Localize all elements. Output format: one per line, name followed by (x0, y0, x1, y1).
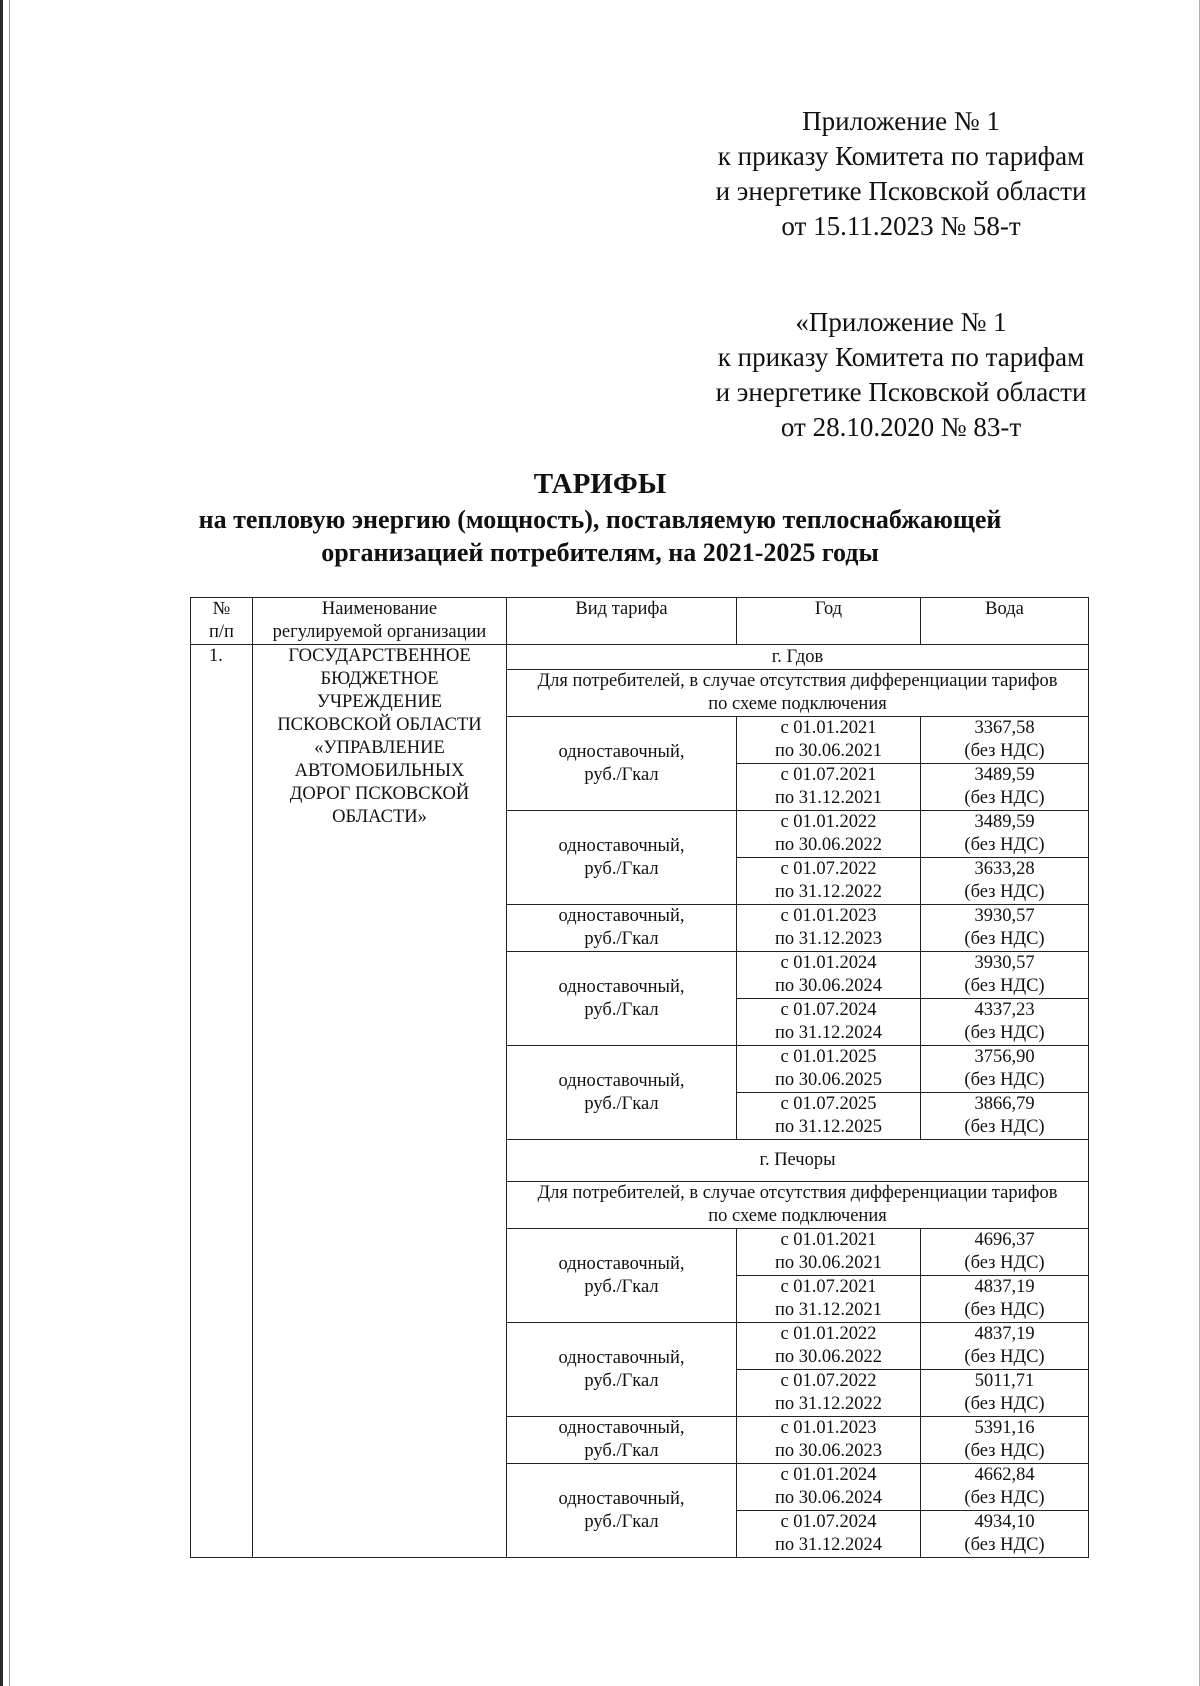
period-line: по 30.06.2023 (774, 1441, 883, 1461)
tariff-period (737, 999, 921, 1046)
tariff-value (921, 1046, 1089, 1093)
city-row (191, 645, 1089, 670)
value-line: 4837,19 (974, 1324, 1035, 1344)
tariff-value (921, 858, 1089, 905)
cell-line: руб./Гкал (584, 764, 659, 785)
period-line: по 31.12.2022 (774, 1394, 883, 1414)
cell-line: руб./Гкал (584, 1511, 659, 1532)
period-line: с 01.01.2023 (780, 906, 877, 926)
tariff-period (737, 1370, 921, 1417)
period-line: с 01.07.2024 (780, 1512, 877, 1532)
value-line: 4337,23 (974, 1000, 1035, 1020)
header-text: п/п (209, 622, 234, 642)
header-num (191, 598, 253, 645)
organization-line: ДОРОГ ПСКОВСКОЙ (289, 784, 470, 804)
period-line: с 01.07.2021 (780, 1277, 877, 1297)
period-line: с 01.01.2024 (780, 953, 877, 973)
cell-line: одноставочный, (558, 1418, 685, 1438)
tariff-type (507, 1046, 737, 1140)
period-line: с 01.07.2022 (780, 859, 877, 879)
tariff-value (921, 1229, 1089, 1276)
row-number (191, 645, 253, 1558)
tariff-value (921, 1417, 1089, 1464)
tariff-type (507, 905, 737, 952)
value-line: (без НДС) (964, 1070, 1045, 1090)
period-line: с 01.01.2021 (780, 1230, 877, 1250)
header-text: Наименование (321, 599, 438, 619)
value-line: 3367,58 (974, 718, 1035, 738)
value-line: (без НДС) (964, 976, 1045, 996)
value-line: (без НДС) (964, 1023, 1045, 1043)
organization-line: ГОСУДАРСТВЕННОЕ (288, 646, 471, 666)
value-line: 5011,71 (974, 1371, 1035, 1391)
tariff-value (921, 1464, 1089, 1511)
tariff-value (921, 1323, 1089, 1370)
subtitle-line: на тепловую энергию (мощность), поставляемую теплоснабжающей (198, 505, 1002, 534)
cell-line: одноставочный, (558, 1253, 685, 1274)
header-water (921, 598, 1089, 645)
tariff-value (921, 952, 1089, 999)
appendix-line: от 28.10.2020 № 83-т (780, 412, 1022, 442)
appendix-line: Приложение № 1 (802, 106, 1000, 136)
tariff-period (737, 811, 921, 858)
organization-line: ОБЛАСТИ» (332, 807, 427, 827)
cell-line: одноставочный, (558, 1347, 685, 1368)
cell-line: одноставочный, (558, 976, 685, 997)
cell-line: одноставочный, (558, 906, 685, 926)
value-line: (без НДС) (964, 741, 1045, 761)
period-line: по 30.06.2021 (774, 1253, 883, 1273)
appendix-line: «Приложение № 1 (795, 307, 1007, 337)
value-line: 3489,59 (974, 812, 1035, 832)
value-line: 3930,57 (974, 953, 1035, 973)
period-line: по 31.12.2024 (774, 1023, 883, 1043)
cell-line: 1. (209, 646, 223, 666)
header-text: регулируемой организации (272, 622, 487, 642)
period-line: с 01.01.2022 (780, 812, 877, 832)
tariff-period (737, 1464, 921, 1511)
organization-line: «УПРАВЛЕНИЕ (314, 738, 445, 758)
header-text: Вид тарифа (575, 599, 668, 619)
cell-line: руб./Гкал (584, 999, 659, 1020)
appendix-original-header (686, 305, 1116, 445)
cell-line: руб./Гкал (584, 858, 659, 879)
period-line: с 01.01.2022 (780, 1324, 877, 1344)
appendix-line: и энергетике Псковской области (715, 176, 1087, 206)
consumer-category (507, 670, 1089, 717)
tariff-type (507, 1323, 737, 1417)
value-line: (без НДС) (964, 835, 1045, 855)
value-line: (без НДС) (964, 1488, 1045, 1508)
tariff-value (921, 764, 1089, 811)
cell-line: Для потребителей, в случае отсутствия дифференциации тарифов (537, 671, 1058, 691)
value-line: (без НДС) (964, 1347, 1045, 1367)
tariff-value (921, 905, 1089, 952)
period-line: с 01.07.2021 (780, 765, 877, 785)
period-line: с 01.01.2023 (780, 1418, 877, 1438)
period-line: с 01.07.2024 (780, 1000, 877, 1020)
value-line: 3633,28 (974, 859, 1035, 879)
value-line: (без НДС) (964, 1253, 1045, 1273)
city-name (507, 645, 1089, 670)
cell-line: Для потребителей, в случае отсутствия дифференциации тарифов (537, 1183, 1058, 1203)
document-title: ТАРИФЫ (533, 468, 667, 500)
organization-line: УЧРЕЖДЕНИЕ (316, 692, 443, 712)
cell-line: г. Печоры (759, 1150, 836, 1170)
period-line: по 30.06.2024 (774, 976, 883, 996)
cell-line: руб./Гкал (584, 1370, 659, 1391)
period-line: с 01.01.2024 (780, 1465, 877, 1485)
tariff-period (737, 1229, 921, 1276)
value-line: 3489,59 (974, 765, 1035, 785)
value-line: (без НДС) (964, 882, 1045, 902)
header-text: Вода (985, 599, 1024, 619)
value-line: 5391,16 (974, 1418, 1035, 1438)
header-tariff-type (507, 598, 737, 645)
tariff-table (190, 597, 1089, 1558)
header-year (737, 598, 921, 645)
scan-edge-line (9, 0, 10, 1686)
tariff-type (507, 1464, 737, 1558)
period-line: по 31.12.2023 (774, 929, 883, 949)
tariff-value (921, 1276, 1089, 1323)
value-line: 4934,10 (974, 1512, 1035, 1532)
period-line: с 01.07.2022 (780, 1371, 877, 1391)
period-line: по 30.06.2025 (774, 1070, 883, 1090)
period-line: с 01.07.2025 (780, 1094, 877, 1114)
tariff-type (507, 1229, 737, 1323)
subtitle-line: организацией потребителям, на 2021-2025 годы (321, 538, 879, 567)
period-line: по 30.06.2022 (774, 835, 883, 855)
cell-line: одноставочный, (558, 1070, 685, 1091)
cell-line: руб./Гкал (584, 929, 659, 949)
cell-line: одноставочный, (558, 741, 685, 762)
organization-line: БЮДЖЕТНОЕ (320, 669, 439, 689)
value-line: (без НДС) (964, 1441, 1045, 1461)
cell-line: руб./Гкал (584, 1441, 659, 1461)
tariff-period (737, 1093, 921, 1140)
scan-edge (0, 0, 3, 1686)
tariff-value (921, 1370, 1089, 1417)
value-line: (без НДС) (964, 1535, 1045, 1555)
tariff-period (737, 952, 921, 999)
appendix-line: к приказу Комитета по тарифам (717, 342, 1085, 372)
cell-line: по схеме подключения (708, 694, 887, 714)
value-line: (без НДС) (964, 788, 1045, 808)
value-line: 3866,79 (974, 1094, 1035, 1114)
period-line: с 01.01.2021 (780, 718, 877, 738)
tariff-period (737, 858, 921, 905)
cell-line: г. Гдов (771, 646, 824, 667)
period-line: по 30.06.2021 (774, 741, 883, 761)
period-line: с 01.01.2025 (780, 1047, 877, 1067)
cell-line: одноставочный, (558, 835, 685, 856)
tariff-period (737, 1276, 921, 1323)
value-line: 4662,84 (974, 1465, 1035, 1485)
tariff-period (737, 1511, 921, 1558)
value-line: (без НДС) (964, 1300, 1045, 1320)
tariff-value (921, 1093, 1089, 1140)
value-line: (без НДС) (964, 1117, 1045, 1137)
value-line: (без НДС) (964, 929, 1045, 949)
period-line: по 31.12.2024 (774, 1535, 883, 1555)
cell-line: по схеме подключения (708, 1206, 887, 1226)
document-subtitle (0, 503, 1200, 569)
value-line: 3930,57 (974, 906, 1035, 926)
organization-line: ПСКОВСКОЙ ОБЛАСТИ (277, 715, 482, 735)
organization-line: АВТОМОБИЛЬНЫХ (294, 761, 465, 781)
header-organization (253, 598, 507, 645)
period-line: по 30.06.2024 (774, 1488, 883, 1508)
tariff-period (737, 764, 921, 811)
value-line: 4696,37 (974, 1230, 1035, 1250)
appendix-line: от 15.11.2023 № 58-т (781, 211, 1021, 241)
organization-name (253, 645, 507, 1558)
tariff-period (737, 1323, 921, 1370)
appendix-current-header (686, 104, 1116, 244)
cell-line: руб./Гкал (584, 1276, 659, 1297)
tariff-type (507, 717, 737, 811)
tariff-period (737, 905, 921, 952)
appendix-line: к приказу Комитета по тарифам (717, 141, 1085, 171)
period-line: по 31.12.2025 (774, 1117, 883, 1137)
value-line: (без НДС) (964, 1394, 1045, 1414)
period-line: по 31.12.2021 (774, 788, 883, 808)
cell-line: руб./Гкал (584, 1093, 659, 1114)
tariff-period (737, 1046, 921, 1093)
tariff-type (507, 1417, 737, 1464)
tariff-value (921, 999, 1089, 1046)
tariff-type (507, 952, 737, 1046)
tariff-period (737, 1417, 921, 1464)
value-line: 3756,90 (974, 1047, 1035, 1067)
header-text: № (212, 599, 231, 619)
header-text: Год (814, 599, 843, 619)
table-header-row (191, 598, 1089, 645)
appendix-line: и энергетике Псковской области (715, 377, 1087, 407)
cell-line: одноставочный, (558, 1488, 685, 1509)
tariff-period (737, 717, 921, 764)
city-name (507, 1140, 1089, 1182)
tariff-value (921, 1511, 1089, 1558)
period-line: по 31.12.2021 (774, 1300, 883, 1320)
tariff-value (921, 811, 1089, 858)
consumer-category (507, 1182, 1089, 1229)
tariff-value (921, 717, 1089, 764)
period-line: по 31.12.2022 (774, 882, 883, 902)
tariff-type (507, 811, 737, 905)
period-line: по 30.06.2022 (774, 1347, 883, 1367)
value-line: 4837,19 (974, 1277, 1035, 1297)
